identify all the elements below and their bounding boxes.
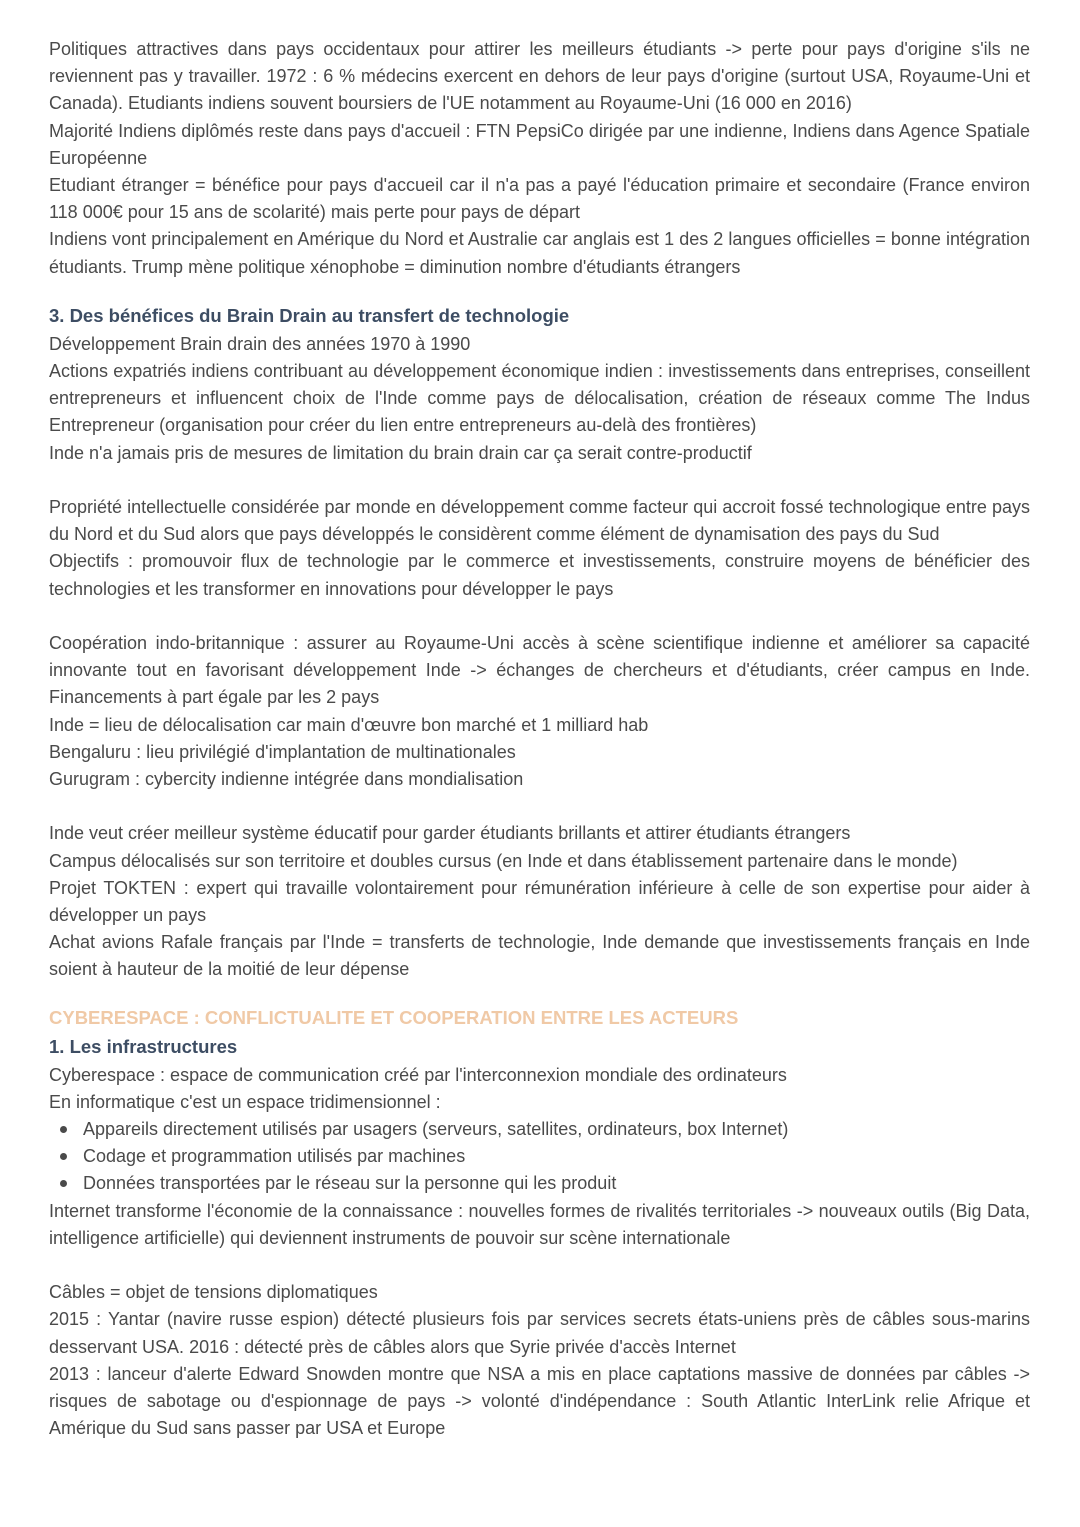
paragraph: Coopération indo-britannique : assurer au Royaume-Uni accès à scène scientifique indienne et améliorer sa capacité innovante tout en favorisant développement Inde -> échanges de chercheurs et d'étudiants, créer campus en Inde. Financements à part égale par les 2 pays <box>49 633 1030 708</box>
spacer <box>49 984 1030 1004</box>
list-item <box>57 1143 1030 1170</box>
spacer <box>49 281 1030 301</box>
spacer <box>49 1252 1030 1279</box>
paragraph: Inde n'a jamais pris de mesures de limitation du brain drain car ça serait contre-productif <box>49 442 752 463</box>
paragraph: Etudiant étranger = bénéfice pour pays d'accueil car il n'a pas a payé l'éducation primaire et secondaire (France environ 118 000€ pour 15 ans de scolarité) mais perte pour pays de départ <box>49 175 1030 223</box>
bullet-icon <box>60 1126 67 1133</box>
paragraph: Politiques attractives dans pays occidentaux pour attirer les meilleurs étudiants -> perte pour pays d'origine s'ils ne reviennent pas y travailler. 1972 : 6 % médecins exercent en dehors de leur pays d'origine (surtout USA, Royaume-Uni et Canada). Etudiants indiens souvent boursiers de l'UE notamment au Royaume-Uni (16 000 en 2016) <box>49 39 1030 114</box>
paragraph: En informatique c'est un espace tridimensionnel : <box>49 1091 441 1112</box>
bullet-list <box>49 1116 1030 1198</box>
paragraph: Cyberespace : espace de communication créé par l'interconnexion mondiale des ordinateurs <box>49 1064 787 1085</box>
paragraph: Inde = lieu de délocalisation car main d'œuvre bon marché et 1 milliard hab <box>49 714 649 735</box>
paragraph: Projet TOKTEN : expert qui travaille volontairement pour rémunération inférieure à celle de son expertise pour aider à développer un pays <box>49 877 1030 926</box>
paragraph: Campus délocalisés sur son territoire et doubles cursus (en Inde et dans établissement partenaire dans le monde) <box>49 850 958 871</box>
list-item-text: Données transportées par le réseau sur la personne qui les produit <box>83 1173 617 1194</box>
section-heading: 3. Des bénéfices du Brain Drain au transfert de technologie <box>49 304 570 326</box>
paragraph: Achat avions Rafale français par l'Inde = transferts de technologie, Inde demande que investissements français en Inde soient à hauteur de la moitié de leur dépense <box>49 932 1030 980</box>
paragraph: Gurugram : cybercity indienne intégrée dans mondialisation <box>49 769 524 790</box>
spacer <box>49 467 1030 494</box>
list-item-text: Appareils directement utilisés par usagers (serveurs, satellites, ordinateurs, box Internet) <box>83 1119 789 1140</box>
paragraph: Câbles = objet de tensions diplomatiques <box>49 1282 378 1303</box>
paragraph: Majorité Indiens diplômés reste dans pays d'accueil : FTN PepsiCo dirigée par une indienne, Indiens dans Agence Spatiale Européenne <box>49 120 1030 168</box>
paragraph: Bengaluru : lieu privilégié d'implantation de multinationales <box>49 741 516 762</box>
paragraph: 2015 : Yantar (navire russe espion) détecté plusieurs fois par services secrets états-uniens près de câbles sous-marins desservant USA. 2016 : détecté près de câbles alors que Syrie privée d'accès Internet <box>49 1309 1030 1357</box>
section-heading: 1. Les infrastructures <box>49 1035 238 1057</box>
paragraph: Internet transforme l'économie de la connaissance : nouvelles formes de rivalités territoriales -> nouveaux outils (Big Data, intelligence artificielle) qui deviennent instruments de pouvoir sur scène internationale <box>49 1200 1030 1248</box>
paragraph: Propriété intellectuelle considérée par monde en développement comme facteur qui accroit fossé technologique entre pays du Nord et du Sud alors que pays développés le considèrent comme élément de dynamisation des pays du Sud <box>49 497 1030 545</box>
paragraph: Développement Brain drain des années 1970 à 1990 <box>49 333 471 354</box>
paragraph: 2013 : lanceur d'alerte Edward Snowden montre que NSA a mis en place captations massive de données par câbles -> risques de sabotage ou d'espionnage de pays -> volonté d'indépendance : South Atlantic InterLink relie Afrique et Amérique du Sud sans passer par USA et Europe <box>49 1363 1030 1439</box>
chapter-title: CYBERESPACE : CONFLICTUALITE ET COOPERATION ENTRE LES ACTEURS <box>49 1006 739 1028</box>
paragraph: Actions expatriés indiens contribuant au développement économique indien : investissements dans entreprises, conseillent entrepreneurs et influencent choix de l'Inde comme pays de délocalisation, création de réseaux comme The Indus Entrepreneur (organisation pour créer du lien entre entrepreneurs au-delà des frontières) <box>49 361 1030 436</box>
bullet-icon <box>60 1180 67 1187</box>
list-item-text: Codage et programmation utilisés par machines <box>83 1146 466 1167</box>
list-item <box>57 1116 1030 1143</box>
paragraph: Inde veut créer meilleur système éducatif pour garder étudiants brillants et attirer étudiants étrangers <box>49 823 851 844</box>
paragraph: Indiens vont principalement en Amérique du Nord et Australie car anglais est 1 des 2 langues officielles = bonne intégration étudiants. Trump mène politique xénophobe = diminution nombre d'étudiants étrangers <box>49 229 1030 277</box>
spacer <box>49 793 1030 820</box>
paragraph: Objectifs : promouvoir flux de technologie par le commerce et investissements, construire moyens de bénéficier des technologies et les transformer en innovations pour développer le pays <box>49 551 1030 599</box>
spacer <box>49 603 1030 630</box>
bullet-icon <box>60 1153 67 1160</box>
list-item <box>57 1170 1030 1197</box>
